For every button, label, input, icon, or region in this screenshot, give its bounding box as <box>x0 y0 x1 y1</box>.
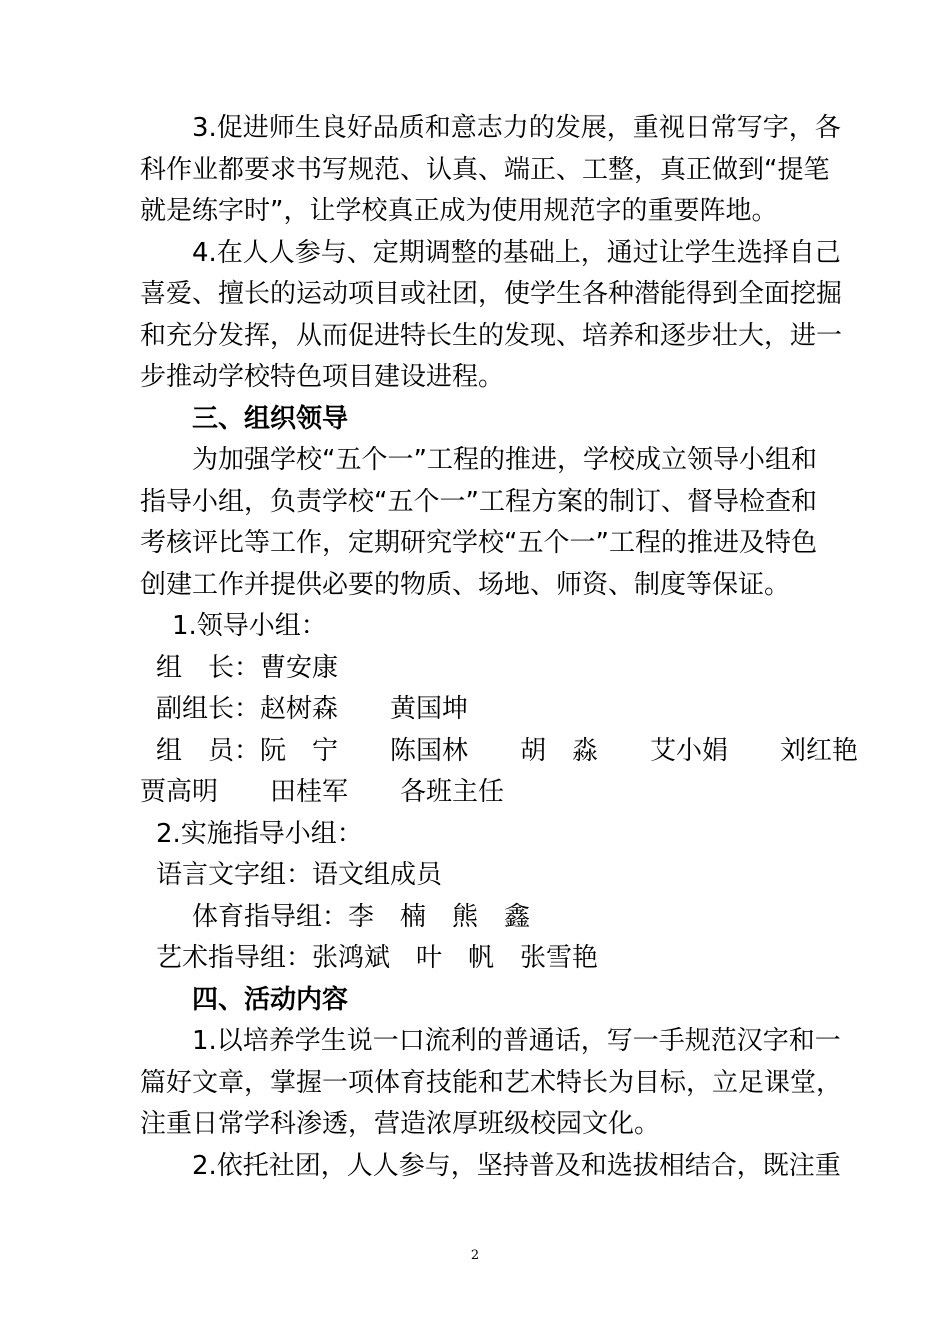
group-line: 体育指导组：李 楠 熊 鑫 <box>192 901 531 932</box>
paragraph-line: 指导小组，负责学校“五个一”工程方案的制订、督导检查和 <box>140 486 817 517</box>
paragraph-line: 步推动学校特色项目建设进程。 <box>140 362 505 392</box>
paragraph-line: 创建工作并提供必要的物质、场地、师资、制度等保证。 <box>140 569 791 600</box>
member-line: 组 长：曹安康 <box>156 652 339 683</box>
page-number: 2 <box>470 1248 480 1263</box>
document-body <box>140 108 859 1187</box>
paragraph-line: 就是练字时”，让学校真正成为使用规范字的重要阵地。 <box>140 196 778 226</box>
section-heading: 三、组织领导 <box>192 403 349 434</box>
paragraph-line: 和充分发挥，从而促进特长生的发现、培养和逐步壮大，进一 <box>140 320 843 351</box>
paragraph-line: 喜爱、擅长的运动项目或社团，使学生各种潜能得到全面挖掘 <box>140 279 843 309</box>
paragraph-line: 1.以培养学生说一口流利的普通话，写一手规范汉字和一 <box>192 1026 841 1056</box>
paragraph-line: 科作业都要求书写规范、认真、端正、工整，真正做到“提笔 <box>140 154 830 185</box>
paragraph-line: 注重日常学科渗透，营造浓厚班级校园文化。 <box>140 1109 661 1139</box>
member-line: 组 员：阮 宁 陈国林 胡 淼 艾小娟 刘红艳 <box>156 735 859 766</box>
paragraph-line: 考核评比等工作，定期研究学校“五个一”工程的推进及特色 <box>140 528 817 558</box>
paragraph-line: 3.促进师生良好品质和意志力的发展，重视日常写字，各 <box>192 113 841 143</box>
list-heading: 2.实施指导小组： <box>156 818 363 849</box>
paragraph-line: 4.在人人参与、定期调整的基础上，通过让学生选择自己 <box>192 237 841 268</box>
paragraph-line: 为加强学校“五个一”工程的推进，学校成立领导小组和 <box>192 445 817 475</box>
section-heading: 四、活动内容 <box>192 984 349 1015</box>
paragraph-line: 2.依托社团，人人参与，坚持普及和选拔相结合，既注重 <box>192 1150 841 1181</box>
member-line: 贾高明 田桂军 各班主任 <box>140 777 505 807</box>
list-heading: 1.领导小组： <box>172 611 327 641</box>
group-line: 语言文字组：语文组成员 <box>156 860 443 890</box>
member-line: 副组长：赵树森 黄国坤 <box>156 694 469 724</box>
paragraph-line: 篇好文章，掌握一项体育技能和艺术特长为目标，立足课堂， <box>140 1067 843 1098</box>
group-line: 艺术指导组：张鸿斌 叶 帆 张雪艳 <box>156 943 599 973</box>
